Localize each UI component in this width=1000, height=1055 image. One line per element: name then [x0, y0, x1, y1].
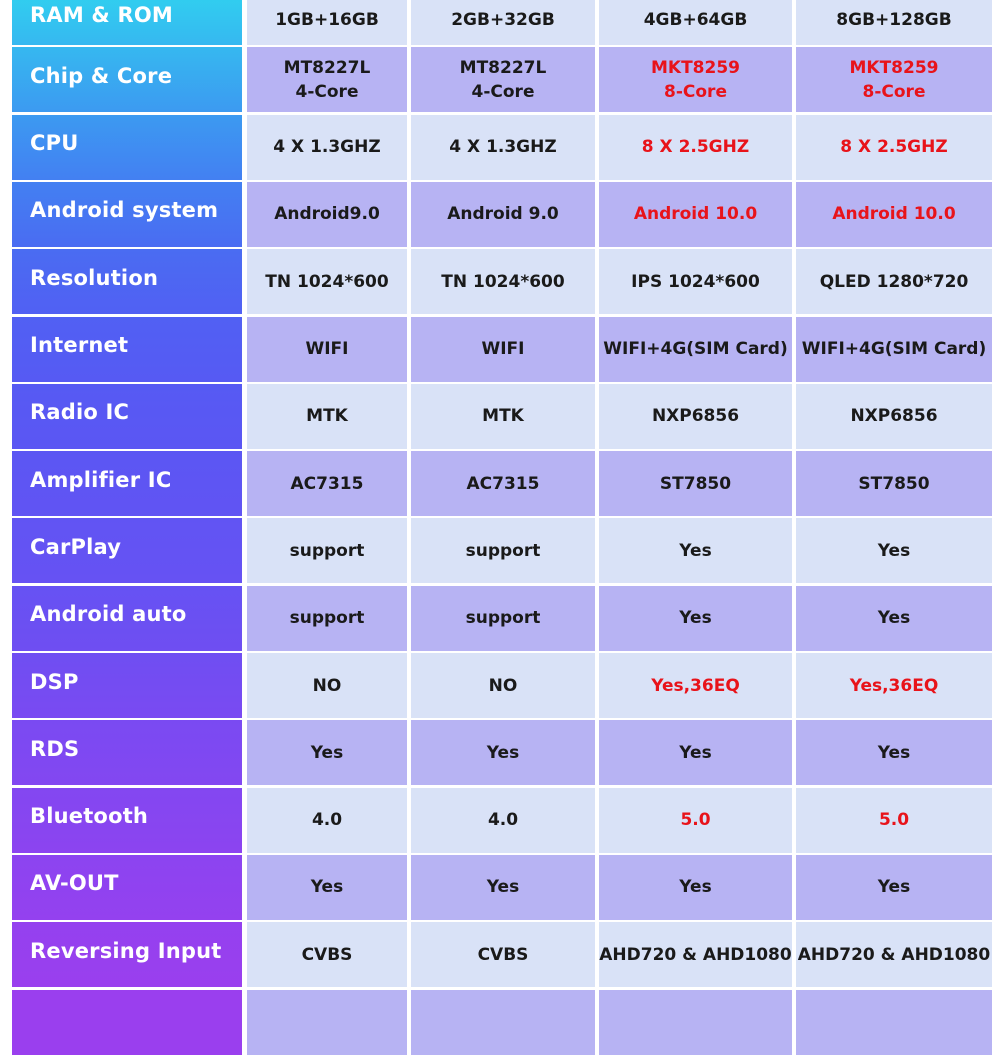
spec-cell-text: AHD720 & AHD1080	[797, 944, 991, 965]
table-row	[0, 0, 1000, 45]
spec-cell	[599, 586, 792, 651]
row-label: Android system	[12, 182, 242, 247]
table-row	[0, 47, 1000, 112]
spec-cell	[599, 47, 792, 112]
spec-cell-text: 8GB+128GB	[836, 9, 952, 30]
spec-cell-line: 8-Core	[664, 81, 727, 102]
spec-cell	[411, 518, 595, 583]
row-label: Bluetooth	[12, 788, 242, 853]
spec-cell	[796, 451, 992, 516]
row-label: RDS	[12, 720, 242, 785]
spec-cell-line: 4-Core	[471, 81, 535, 102]
table-row	[0, 182, 1000, 247]
spec-cell-text: WIFI	[481, 339, 525, 359]
spec-cell	[796, 47, 992, 112]
spec-cell-text: 4GB+64GB	[643, 9, 748, 30]
spec-cell-text: 1GB+16GB	[275, 9, 379, 30]
spec-cell	[796, 182, 992, 247]
spec-cell-text: Yes,36EQ	[849, 675, 939, 696]
table-row	[0, 922, 1000, 987]
spec-cell	[796, 586, 992, 651]
spec-cell	[247, 115, 407, 180]
spec-cell-text: 5.0	[878, 810, 910, 831]
spec-cell	[411, 0, 595, 45]
spec-cell-line: MT8227L	[459, 57, 547, 78]
row-label: CPU	[12, 115, 242, 180]
spec-cell	[411, 384, 595, 449]
spec-cell	[599, 990, 792, 1055]
spec-cell	[796, 788, 992, 853]
spec-cell	[599, 518, 792, 583]
spec-cell	[411, 182, 595, 247]
spec-cell-text: 5.0	[680, 810, 711, 831]
spec-cell	[599, 115, 792, 180]
spec-cell-text: AC7315	[466, 473, 540, 494]
spec-cell-text: ST7850	[858, 473, 930, 494]
spec-cell-text: Yes,36EQ	[651, 675, 740, 696]
spec-cell	[411, 990, 595, 1055]
spec-cell	[411, 788, 595, 853]
spec-cell-text: 2GB+32GB	[451, 9, 555, 30]
spec-cell	[599, 249, 792, 314]
spec-cell	[796, 922, 992, 987]
right-margin	[992, 0, 1000, 1000]
spec-cell-text: NO	[312, 675, 342, 696]
spec-cell-text: Yes	[679, 540, 712, 561]
spec-cell	[599, 317, 792, 382]
spec-cell	[796, 317, 992, 382]
spec-cell	[247, 249, 407, 314]
row-label: Amplifier IC	[12, 451, 242, 516]
spec-cell	[247, 788, 407, 853]
spec-cell-text: Android9.0	[274, 204, 380, 225]
spec-cell-text: IPS 1024*600	[631, 271, 760, 292]
spec-cell	[599, 788, 792, 853]
table-row	[0, 586, 1000, 651]
spec-cell-text: Yes	[679, 742, 712, 763]
spec-cell-text: Android 10.0	[633, 204, 758, 225]
spec-cell-text: AHD720 & AHD1080	[599, 944, 792, 965]
spec-cell	[247, 317, 407, 382]
row-label	[12, 990, 242, 1055]
spec-cell	[411, 653, 595, 718]
spec-cell	[796, 0, 992, 45]
table-row	[0, 653, 1000, 718]
spec-cell	[247, 0, 407, 45]
spec-cell	[599, 922, 792, 987]
spec-cell	[247, 922, 407, 987]
spec-cell	[796, 990, 992, 1055]
spec-cell-line: MKT8259	[650, 57, 740, 78]
spec-cell-text: NO	[488, 675, 518, 696]
spec-cell-text: Yes	[310, 742, 344, 763]
spec-cell	[411, 249, 595, 314]
spec-cell-line: MT8227L	[283, 57, 371, 78]
spec-cell-text: WIFI	[305, 339, 349, 359]
spec-cell-text: NXP6856	[850, 406, 938, 427]
spec-cell	[411, 317, 595, 382]
spec-cell-text: support	[289, 540, 365, 561]
row-label: DSP	[12, 653, 242, 718]
table-row	[0, 249, 1000, 314]
spec-cell	[411, 115, 595, 180]
spec-cell-text: Yes	[877, 877, 911, 898]
table-row	[0, 317, 1000, 382]
spec-cell-text: support	[465, 540, 541, 561]
spec-cell	[599, 855, 792, 920]
row-label: Chip & Core	[12, 47, 242, 112]
spec-cell	[247, 653, 407, 718]
spec-cell	[247, 990, 407, 1055]
spec-cell-text: WIFI+4G(SIM Card)	[801, 339, 987, 359]
spec-cell	[247, 451, 407, 516]
spec-cell-text: TN 1024*600	[265, 271, 389, 292]
spec-cell	[796, 518, 992, 583]
spec-cell	[599, 182, 792, 247]
spec-cell-text: 4.0	[311, 810, 343, 831]
spec-cell-text: 4.0	[487, 810, 519, 831]
spec-cell	[247, 855, 407, 920]
spec-cell-text: CVBS	[477, 944, 529, 965]
spec-cell	[411, 47, 595, 112]
spec-cell-text: Yes	[679, 608, 712, 629]
spec-cell	[796, 249, 992, 314]
table-row	[0, 990, 1000, 1055]
spec-cell-text: Yes	[486, 742, 520, 763]
spec-cell	[599, 653, 792, 718]
spec-cell-text: ST7850	[659, 473, 732, 494]
table-row	[0, 518, 1000, 583]
spec-cell-text: Android 10.0	[832, 204, 956, 225]
table-row	[0, 720, 1000, 785]
spec-cell	[247, 586, 407, 651]
spec-cell	[796, 855, 992, 920]
spec-cell	[796, 384, 992, 449]
spec-cell	[411, 451, 595, 516]
spec-cell	[411, 855, 595, 920]
spec-cell-text: support	[465, 608, 541, 629]
spec-cell-text: QLED 1280*720	[819, 271, 969, 292]
spec-cell-text: Android 9.0	[447, 204, 559, 225]
spec-cell-text: 4 X 1.3GHZ	[273, 137, 381, 158]
spec-cell	[599, 0, 792, 45]
spec-cell-text: Yes	[877, 742, 911, 763]
spec-cell-text: MTK	[306, 406, 348, 427]
spec-cell	[796, 720, 992, 785]
spec-cell	[411, 586, 595, 651]
spec-cell-text: support	[289, 608, 365, 629]
spec-cell-text: NXP6856	[651, 406, 740, 427]
spec-cell	[796, 653, 992, 718]
spec-cell	[796, 115, 992, 180]
spec-cell-text: AC7315	[290, 473, 364, 494]
spec-cell-text: CVBS	[301, 944, 353, 965]
table-row	[0, 115, 1000, 180]
spec-cell	[411, 720, 595, 785]
spec-cell-text: MTK	[482, 406, 524, 427]
row-label: RAM & ROM	[12, 0, 242, 45]
spec-cell-text: TN 1024*600	[441, 271, 565, 292]
table-row	[0, 788, 1000, 853]
spec-cell-text: 8 X 2.5GHZ	[840, 137, 948, 158]
spec-cell	[247, 518, 407, 583]
table-row	[0, 451, 1000, 516]
row-label: Reversing Input	[12, 922, 242, 987]
row-label: CarPlay	[12, 518, 242, 583]
spec-cell-text: Yes	[877, 540, 911, 561]
spec-cell-line: 4-Core	[295, 81, 359, 102]
spec-cell	[599, 451, 792, 516]
row-label: Internet	[12, 317, 242, 382]
spec-cell-text: Yes	[877, 608, 911, 629]
row-label: Resolution	[12, 249, 242, 314]
spec-cell	[247, 47, 407, 112]
row-label: AV-OUT	[12, 855, 242, 920]
spec-cell	[247, 720, 407, 785]
row-label: Android auto	[12, 586, 242, 651]
spec-cell	[247, 182, 407, 247]
spec-cell	[247, 384, 407, 449]
spec-cell-text: Yes	[486, 877, 520, 898]
spec-cell	[411, 922, 595, 987]
spec-cell-text: 4 X 1.3GHZ	[449, 137, 557, 158]
spec-cell	[599, 384, 792, 449]
spec-cell	[599, 720, 792, 785]
spec-cell-text: Yes	[310, 877, 344, 898]
row-label: Radio IC	[12, 384, 242, 449]
spec-cell-text: WIFI+4G(SIM Card)	[603, 339, 788, 359]
table-row	[0, 384, 1000, 449]
spec-cell-line: MKT8259	[849, 57, 939, 78]
spec-cell-text: Yes	[679, 877, 712, 898]
table-row	[0, 855, 1000, 920]
spec-cell-line: 8-Core	[862, 81, 926, 102]
spec-cell-text: 8 X 2.5GHZ	[641, 137, 750, 158]
